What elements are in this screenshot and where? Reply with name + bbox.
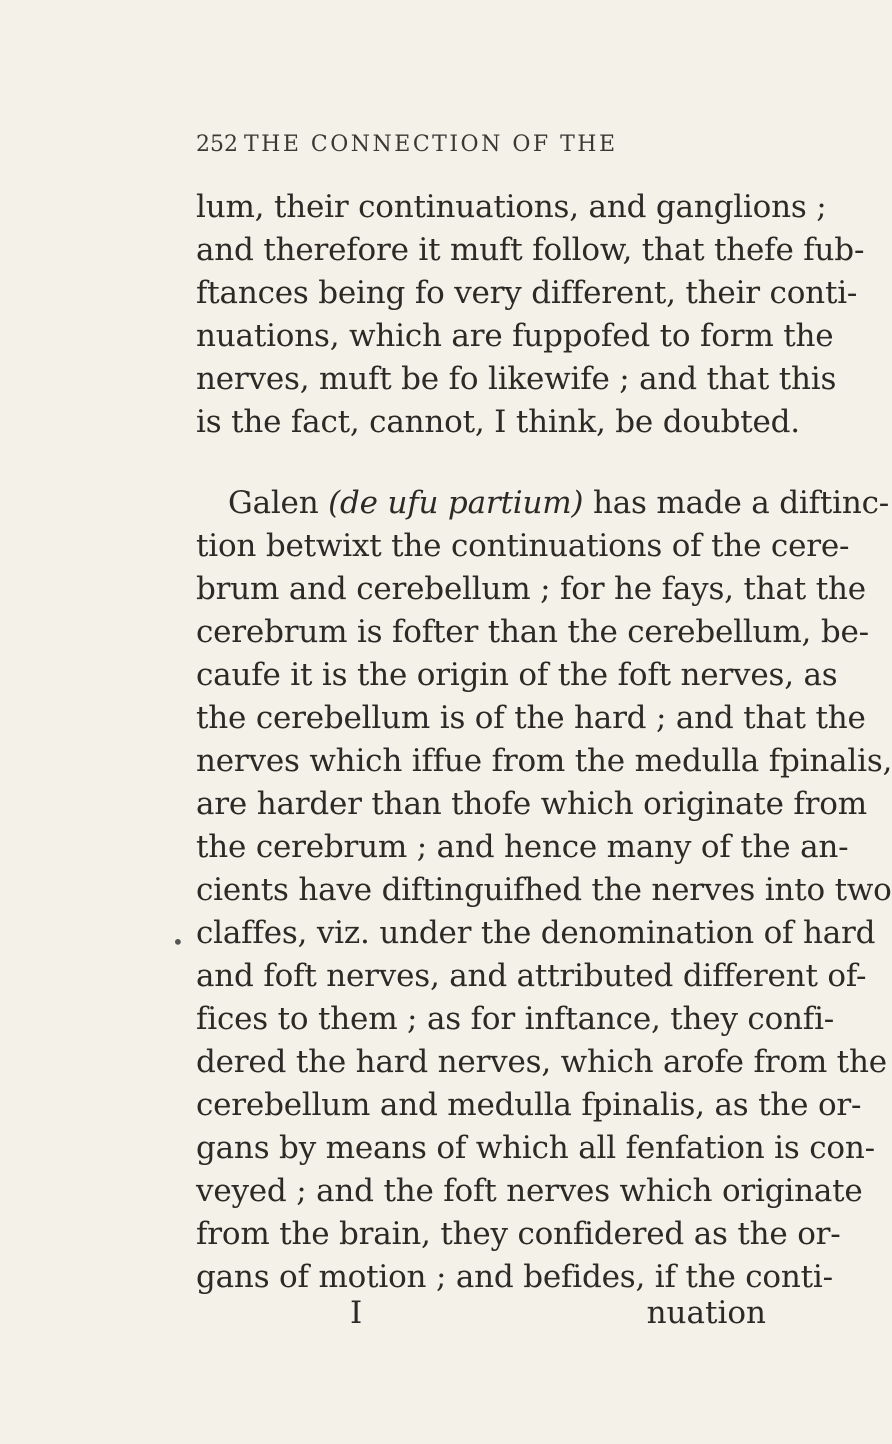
- text-line: nerves, muft be fo likewife ; and that this: [196, 361, 837, 397]
- running-head-title: THE CONNECTION OF THE: [244, 132, 618, 157]
- margin-dot: •: [172, 930, 184, 954]
- text-line: caufe it is the origin of the foft nerves, as: [196, 657, 838, 693]
- text-fragment: has made a diftinc-: [583, 485, 890, 521]
- text-line: lum, their continuations, and ganglions ;: [196, 189, 827, 225]
- text-line: tion betwixt the continuations of the cere-: [196, 528, 850, 564]
- text-line: the cerebrum ; and hence many of the an-: [196, 829, 849, 865]
- text-fragment: Galen: [228, 485, 329, 521]
- catchword: nuation: [646, 1295, 766, 1331]
- text-line: brum and cerebellum ; for he fays, that the: [196, 571, 866, 607]
- text-line: cerebrum is fofter than the cerebellum, be-: [196, 614, 869, 650]
- text-line: from the brain, they confidered as the or-: [196, 1216, 841, 1252]
- page-number: 252: [196, 132, 238, 157]
- text-line: cerebellum and medulla fpinalis, as the or-: [196, 1087, 862, 1123]
- text-line: and foft nerves, and attributed different of-: [196, 958, 867, 994]
- latin-citation: (de ufu partium): [328, 485, 584, 521]
- page-footer: [196, 1292, 776, 1335]
- text-line: are harder than thofe which originate from: [196, 786, 867, 822]
- text-line: nuations, which are fuppofed to form the: [196, 318, 834, 354]
- text-line: and therefore it muft follow, that thefe fub-: [196, 232, 865, 268]
- paragraph-first-line: [196, 482, 890, 525]
- text-line: ftances being fo very different, their conti-: [196, 275, 858, 311]
- body-text: [196, 186, 892, 1299]
- text-line: the cerebellum is of the hard ; and that the: [196, 700, 866, 736]
- text-line: cients have diftinguifhed the nerves into two: [196, 872, 892, 908]
- text-line: gans of motion ; and befides, if the conti-: [196, 1259, 833, 1295]
- text-line: veyed ; and the foft nerves which originate: [196, 1173, 863, 1209]
- text-line: fices to them ; as for inftance, they confi-: [196, 1001, 835, 1037]
- text-line: nerves which iffue from the medulla fpinalis,: [196, 743, 892, 779]
- running-head: [196, 132, 776, 168]
- paragraph-gap: [196, 444, 776, 482]
- text-line: dered the hard nerves, which arofe from the: [196, 1044, 887, 1080]
- text-line: claffes, viz. under the denomination of hard: [196, 915, 876, 951]
- signature-mark: I: [350, 1295, 363, 1331]
- text-line: is the fact, cannot, I think, be doubted.: [196, 404, 800, 440]
- text-line: gans by means of which all fenfation is con-: [196, 1130, 875, 1166]
